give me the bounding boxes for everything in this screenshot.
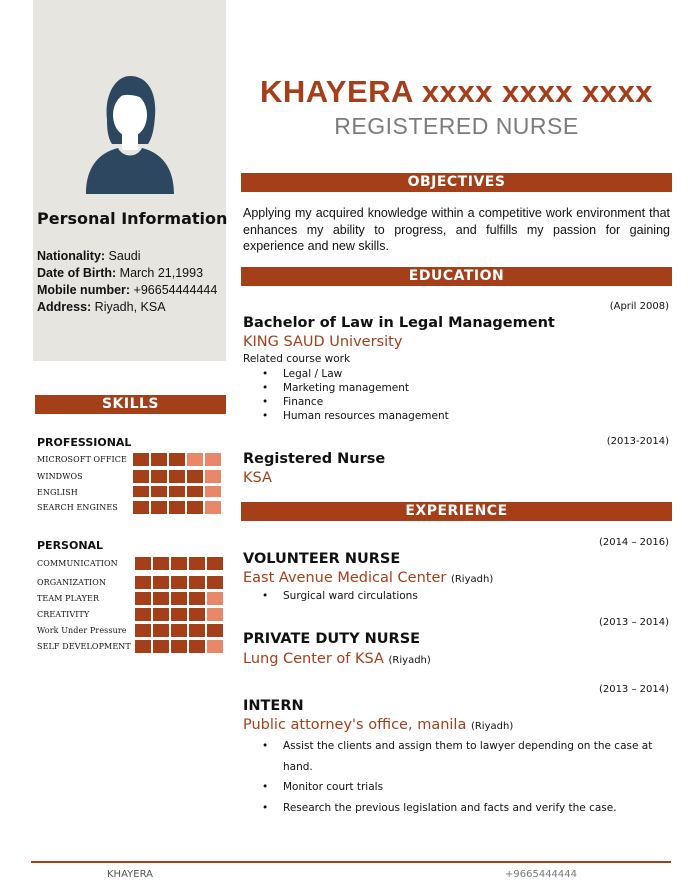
list-item: • Monitor court trials: [262, 777, 652, 798]
experience-org: [243, 651, 431, 667]
experience-org: [243, 570, 493, 586]
skill-row: [37, 576, 227, 591]
skill-row: [37, 624, 227, 639]
rating-box-filled: [151, 453, 167, 466]
nationality-label: Nationality:: [37, 249, 106, 263]
list-item: hand.: [283, 760, 313, 773]
list-item: • Legal / Law: [262, 367, 449, 381]
rating-box-filled: [169, 486, 185, 497]
rating-box-filled: [169, 501, 185, 514]
rating-box-filled: [171, 608, 187, 621]
dob-label: Date of Birth:: [37, 266, 117, 280]
personal-info-title: Personal Information: [37, 209, 228, 228]
rating-box-filled: [187, 486, 203, 497]
mobile-label: Mobile number:: [37, 283, 131, 297]
experience-org-name: Lung Center of KSA: [243, 651, 384, 667]
rating-box-filled: [135, 640, 151, 653]
address-value: Riyadh, KSA: [94, 300, 166, 314]
education-degree: Registered Nurse: [243, 451, 386, 467]
list-item: • Assist the clients and assign them to lawyer depending on the case at: [262, 736, 652, 757]
rating-box-filled: [153, 608, 169, 621]
education-date: (April 2008): [609, 301, 669, 312]
course-work-label: Related course work: [243, 353, 351, 365]
rating-box-empty: [205, 470, 221, 483]
skill-row: [37, 501, 227, 516]
dob-row: [37, 265, 223, 282]
rating-box-empty: [207, 608, 223, 621]
skill-row: [37, 453, 227, 468]
experience-org-name: Public attorney's office, manila: [243, 717, 467, 733]
experience-date: (2013 – 2014): [598, 617, 669, 628]
rating-box-filled: [153, 576, 169, 589]
rating-box-filled: [169, 470, 185, 483]
footer-phone: +9665444444: [505, 869, 578, 880]
rating-box-filled: [133, 453, 149, 466]
rating-box-filled: [153, 624, 169, 637]
rating-box-filled: [135, 576, 151, 589]
rating-box-filled: [133, 501, 149, 514]
rating-box-filled: [151, 486, 167, 497]
rating-box-filled: [171, 557, 187, 570]
rating-box-filled: [135, 624, 151, 637]
education-school: KSA: [243, 470, 272, 486]
rating-box-filled: [169, 453, 185, 466]
skill-row: [37, 608, 227, 623]
skills-professional-heading: PROFESSIONAL: [37, 436, 132, 449]
rating-box-filled: [153, 592, 169, 605]
rating-box-filled: [189, 576, 205, 589]
rating-box-filled: [135, 592, 151, 605]
address-row: [37, 299, 223, 316]
rating-box-filled: [151, 501, 167, 514]
objectives-header-bar: OBJECTIVES: [241, 173, 672, 192]
skill-row: [37, 557, 227, 572]
rating-box-filled: [189, 624, 205, 637]
skill-label: SELF DEVELOPMENT: [37, 642, 131, 651]
mobile-value: +96654444444: [133, 283, 218, 297]
list-item: • Research the previous legislation and facts and verify the case.: [262, 798, 652, 819]
list-item: • Human resources management: [262, 409, 449, 423]
rating-box-filled: [189, 608, 205, 621]
list-item: • Finance: [262, 395, 449, 409]
rating-box-empty: [207, 592, 223, 605]
candidate-title: REGISTERED NURSE: [334, 113, 579, 139]
rating-box-filled: [187, 501, 203, 514]
mobile-row: [37, 282, 223, 299]
skill-row: [37, 592, 227, 607]
experience-location: (Riyadh): [388, 655, 431, 666]
rating-box-filled: [151, 470, 167, 483]
list-item: • Marketing management: [262, 381, 449, 395]
skill-label: MICROSOFT OFFICE: [37, 455, 127, 464]
experience-role: INTERN: [243, 698, 304, 714]
personal-info-list: [37, 248, 223, 316]
rating-box-filled: [207, 576, 223, 589]
rating-box-filled: [171, 576, 187, 589]
skill-row: [37, 486, 227, 497]
skill-label: CREATIVITY: [37, 610, 90, 619]
rating-box-filled: [207, 624, 223, 637]
nationality-value: Saudi: [108, 249, 141, 263]
duty-list: [262, 736, 652, 819]
nationality-row: [37, 248, 223, 265]
rating-box-filled: [135, 608, 151, 621]
skill-label: WINDWOS: [37, 472, 83, 481]
rating-box-filled: [207, 557, 223, 570]
experience-org: [243, 717, 513, 733]
skills-personal-heading: PERSONAL: [37, 539, 104, 552]
skill-label: SEARCH ENGINES: [37, 503, 118, 512]
education-date: (2013-2014): [606, 436, 669, 447]
experience-location: (Riyadh): [470, 721, 514, 732]
education-school: KING SAUD University: [243, 334, 403, 350]
skill-label: Work Under Pressure: [37, 626, 127, 635]
candidate-name: KHAYERA xxxx xxxx xxxx: [259, 74, 654, 109]
footer-divider: [31, 861, 671, 863]
duty-list: [262, 589, 418, 603]
experience-location: (Riyadh): [450, 574, 494, 585]
skill-label: ENGLISH: [37, 488, 78, 497]
education-degree: Bachelor of Law in Legal Management: [243, 315, 555, 331]
experience-date: (2014 – 2016): [598, 537, 669, 548]
rating-box-filled: [153, 640, 169, 653]
rating-box-filled: [189, 640, 205, 653]
rating-box-empty: [205, 486, 221, 497]
rating-box-filled: [189, 557, 205, 570]
rating-box-filled: [135, 557, 151, 570]
list-item: • Surgical ward circulations: [262, 589, 418, 603]
experience-header-bar: EXPERIENCE: [241, 502, 672, 521]
experience-date: (2013 – 2014): [598, 684, 669, 695]
rating-box-filled: [189, 592, 205, 605]
experience-org-name: East Avenue Medical Center: [243, 570, 447, 586]
skill-row: [37, 470, 227, 485]
rating-box-filled: [133, 470, 149, 483]
rating-box-filled: [171, 624, 187, 637]
rating-box-filled: [171, 640, 187, 653]
skills-header-bar: SKILLS: [35, 395, 226, 414]
skill-row: [37, 640, 227, 655]
objective-text: Applying my acquired knowledge within a competitive work environment that enhances my ability to progress, and fulfills my passion for gaining experience and new skills.: [243, 206, 670, 253]
skill-label: ORGANIZATION: [37, 578, 107, 587]
skill-label: COMMUNICATION: [37, 559, 118, 568]
profile-avatar-icon: [66, 72, 192, 198]
footer-name: KHAYERA: [107, 869, 153, 880]
rating-box-filled: [153, 557, 169, 570]
experience-role: VOLUNTEER NURSE: [243, 551, 401, 567]
rating-box-filled: [171, 592, 187, 605]
rating-box-filled: [187, 470, 203, 483]
education-header-bar: EDUCATION: [241, 267, 672, 286]
address-label: Address:: [37, 300, 92, 314]
rating-box-empty: [207, 640, 223, 653]
experience-role: PRIVATE DUTY NURSE: [243, 631, 421, 647]
course-list: [262, 367, 449, 423]
dob-value: March 21,1993: [119, 266, 204, 280]
rating-box-empty: [205, 501, 221, 514]
rating-box-empty: [205, 453, 221, 466]
skill-label: TEAM PLAYER: [37, 594, 100, 603]
rating-box-empty: [187, 453, 203, 466]
rating-box-filled: [133, 486, 149, 497]
